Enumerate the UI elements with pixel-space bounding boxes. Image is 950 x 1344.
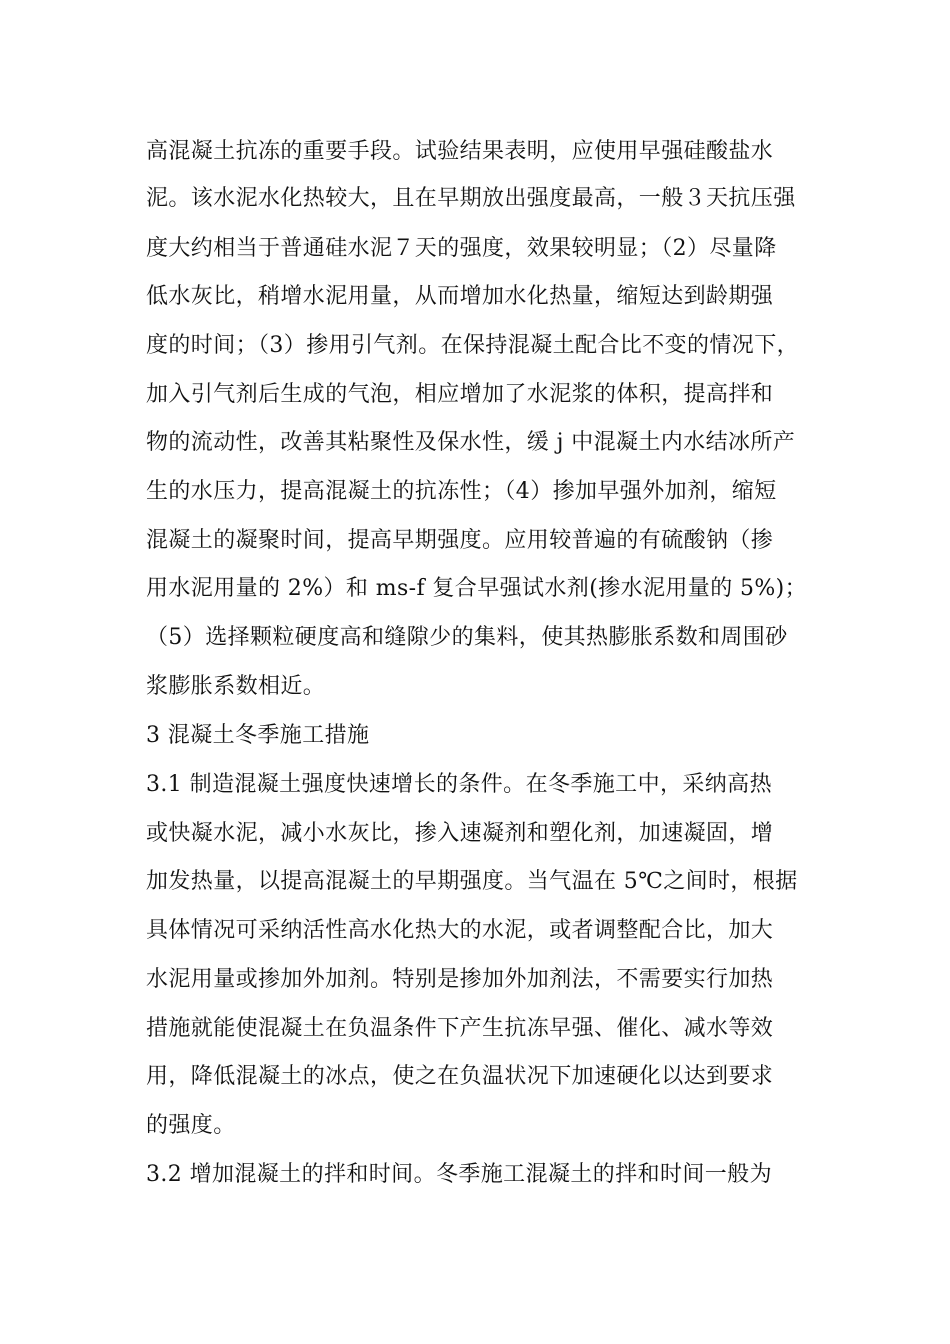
subsection-paragraph-start: 3.1 制造混凝土强度快速增长的条件。在冬季施工中，采纳高热 xyxy=(146,772,772,797)
text-line: 泥。该水泥水化热较大，且在早期放出强度最高，一般３天抗压强 xyxy=(146,186,796,211)
text-line: 度大约相当于普通硅水泥７天的强度，效果较明显；（2）尽量降 xyxy=(146,236,777,261)
text-line: 措施就能使混凝土在负温条件下产生抗冻早强、催化、减水等效 xyxy=(146,1016,774,1041)
text-line: 浆膨胀系数相近。 xyxy=(146,674,326,699)
text-line: 水泥用量或掺加外加剂。特别是掺加外加剂法，不需要实行加热 xyxy=(146,967,774,992)
text-line: （5）选择颗粒硬度高和缝隙少的集料，使其热膨胀系数和周围砂 xyxy=(146,625,788,650)
text-line: 加入引气剂后生成的气泡，相应增加了水泥浆的体积，提高拌和 xyxy=(146,382,774,407)
text-line: 的强度。 xyxy=(146,1113,236,1138)
text-line: 用，降低混凝土的冰点，使之在负温状况下加速硬化以达到要求 xyxy=(146,1064,774,1089)
subsection-paragraph-start: 3.2 增加混凝土的拌和时间。冬季施工混凝土的拌和时间一般为 xyxy=(146,1162,772,1187)
text-line: 高混凝土抗冻的重要手段。试验结果表明，应使用早强硅酸盐水 xyxy=(146,139,774,164)
text-line: 具体情况可采纳活性高水化热大的水泥，或者调整配合比，加大 xyxy=(146,918,774,943)
text-line: 或快凝水泥，减小水灰比，掺入速凝剂和塑化剂，加速凝固，增 xyxy=(146,821,774,846)
text-line: 加发热量，以提高混凝土的早期强度。当气温在 5℃之间时，根据 xyxy=(146,869,798,894)
text-line: 低水灰比，稍增水泥用量，从而增加水化热量，缩短达到龄期强 xyxy=(146,284,774,309)
text-line: 物的流动性，改善其粘聚性及保水性，缓 j 中混凝土内水结冰所产 xyxy=(146,430,796,455)
text-line: 混凝土的凝聚时间，提高早期强度。应用较普遍的有硫酸钠（掺 xyxy=(146,528,774,553)
text-line: 用水泥用量的 2%）和 ms-f 复合早强试水剂(掺水泥用量的 5%)； xyxy=(146,576,808,601)
section-heading: 3 混凝土冬季施工措施 xyxy=(146,723,370,748)
text-line: 度的时间；（3）掺用引气剂。在保持混凝土配合比不变的情况下， xyxy=(146,333,799,358)
text-line: 生的水压力，提高混凝土的抗冻性；（4）掺加早强外加剂，缩短 xyxy=(146,479,777,504)
